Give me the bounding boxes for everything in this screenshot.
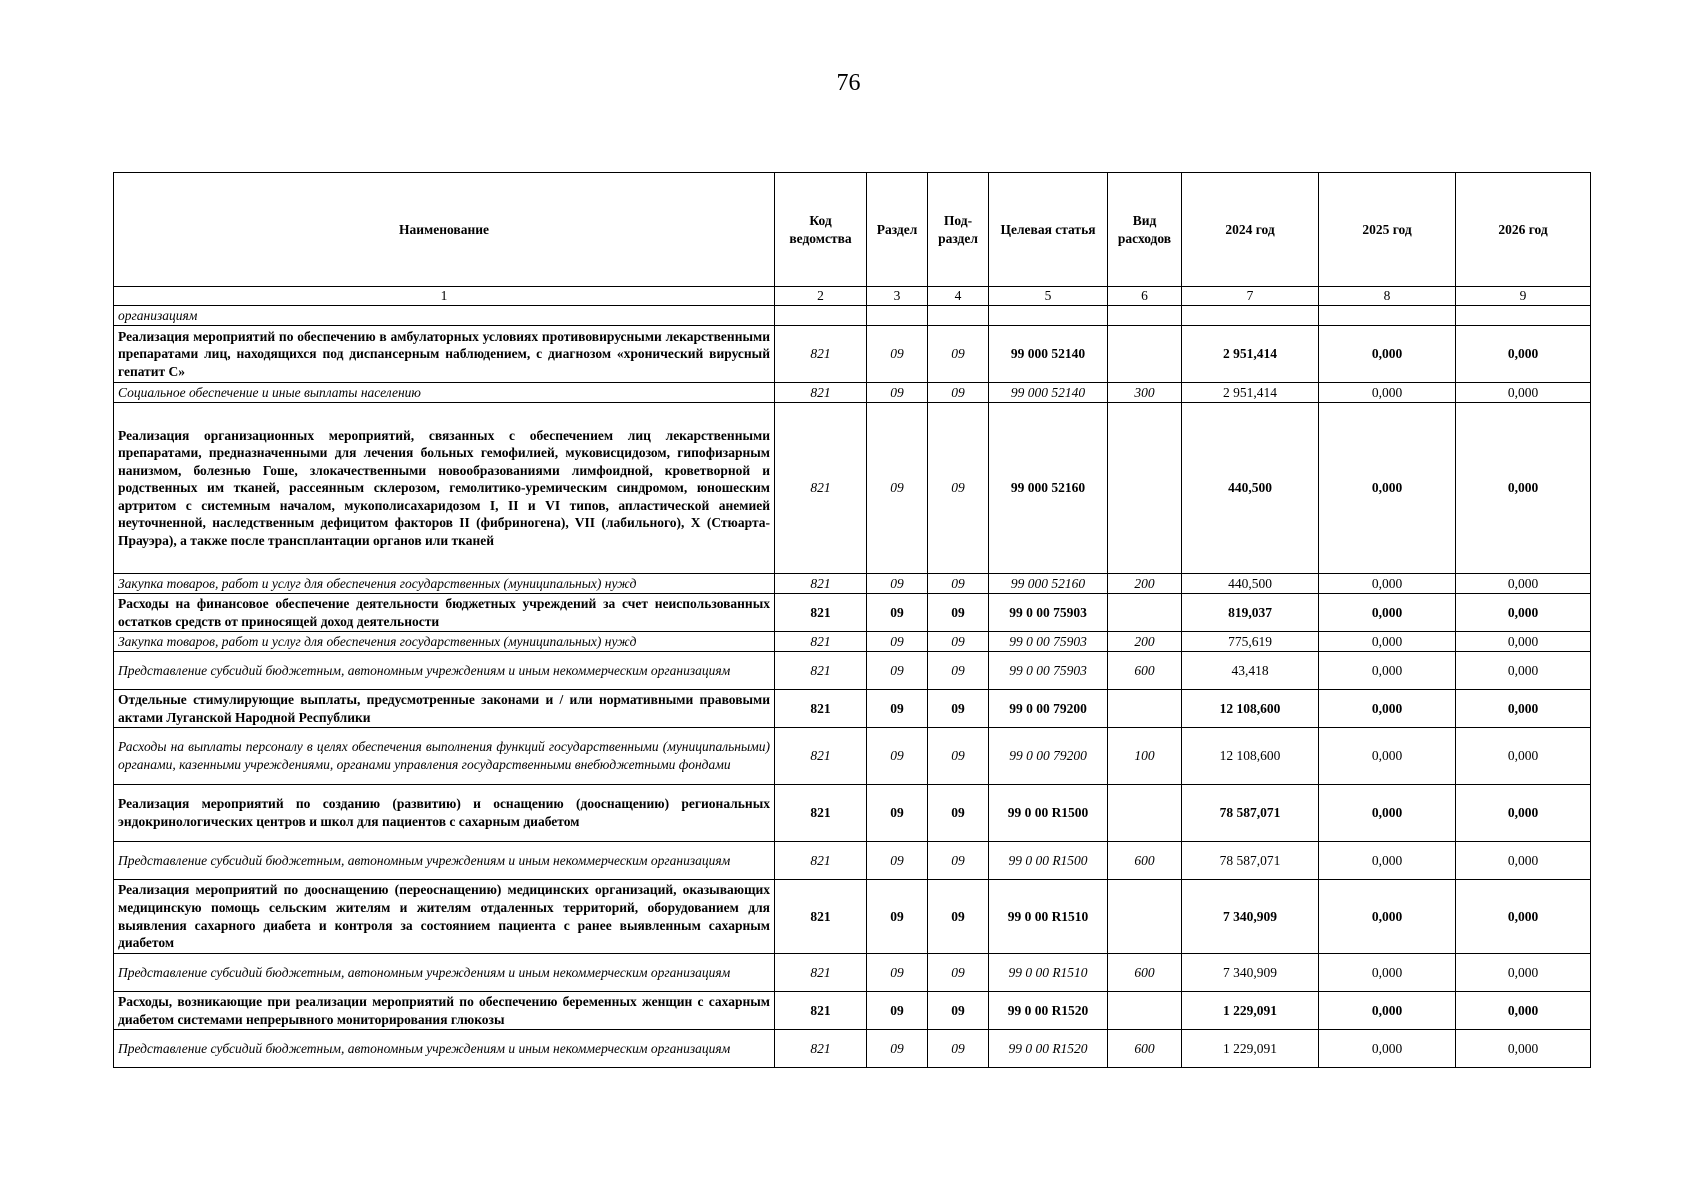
row-2026: 0,000 — [1456, 594, 1591, 632]
row-vid: 600 — [1108, 954, 1182, 992]
row-vid: 600 — [1108, 1030, 1182, 1068]
row-2025: 0,000 — [1319, 403, 1456, 574]
row-razdel: 09 — [867, 403, 928, 574]
row-razdel: 09 — [867, 992, 928, 1030]
row-name: Представление субсидий бюджетным, автономным учреждениям и иным некоммерческим организациям — [114, 652, 775, 690]
row-2026: 0,000 — [1456, 842, 1591, 880]
row-2024: 819,037 — [1182, 594, 1319, 632]
row-ved: 821 — [775, 1030, 867, 1068]
row-2024: 1 229,091 — [1182, 992, 1319, 1030]
row-name: Закупка товаров, работ и услуг для обеспечения государственных (муниципальных) нужд — [114, 574, 775, 594]
header-2024: 2024 год — [1182, 173, 1319, 287]
row-target: 99 0 00 75903 — [989, 594, 1108, 632]
column-number: 8 — [1319, 287, 1456, 306]
row-target — [989, 306, 1108, 326]
row-name: Представление субсидий бюджетным, автономным учреждениям и иным некоммерческим организациям — [114, 842, 775, 880]
row-2026: 0,000 — [1456, 992, 1591, 1030]
row-ved: 821 — [775, 880, 867, 954]
row-ved: 821 — [775, 632, 867, 652]
row-podrazdel: 09 — [928, 326, 989, 383]
row-name: Расходы, возникающие при реализации мероприятий по обеспечению беременных женщин с сахарным диабетом системами непрерывного мониторирования глюкозы — [114, 992, 775, 1030]
row-2026: 0,000 — [1456, 880, 1591, 954]
table-row — [114, 574, 1591, 594]
row-vid — [1108, 594, 1182, 632]
row-target: 99 0 00 R1500 — [989, 842, 1108, 880]
row-vid: 200 — [1108, 632, 1182, 652]
row-razdel: 09 — [867, 728, 928, 785]
row-name: Представление субсидий бюджетным, автономным учреждениям и иным некоммерческим организациям — [114, 954, 775, 992]
column-number: 2 — [775, 287, 867, 306]
row-name: организациям — [114, 306, 775, 326]
row-ved: 821 — [775, 842, 867, 880]
row-name: Реализация мероприятий по дооснащению (переоснащению) медицинских организаций, оказывающих медицинскую помощь сельским жителям и жителям отдаленных территорий, оборудованием для выявления сахарного диабета и контроля за состоянием пациента с ранее выявленным сахарным диабетом — [114, 880, 775, 954]
row-vid: 600 — [1108, 842, 1182, 880]
row-razdel: 09 — [867, 690, 928, 728]
row-2025: 0,000 — [1319, 383, 1456, 403]
row-2026: 0,000 — [1456, 403, 1591, 574]
row-2024: 440,500 — [1182, 403, 1319, 574]
row-2025: 0,000 — [1319, 574, 1456, 594]
column-number: 3 — [867, 287, 928, 306]
row-ved: 821 — [775, 728, 867, 785]
row-2024: 7 340,909 — [1182, 954, 1319, 992]
row-razdel — [867, 306, 928, 326]
table-row — [114, 326, 1591, 383]
header-2025: 2025 год — [1319, 173, 1456, 287]
row-2024: 78 587,071 — [1182, 842, 1319, 880]
row-2026: 0,000 — [1456, 785, 1591, 842]
row-name: Реализация мероприятий по созданию (развитию) и оснащению (дооснащению) региональных эндокринологических центров и школ для пациентов с сахарным диабетом — [114, 785, 775, 842]
row-2025: 0,000 — [1319, 954, 1456, 992]
row-podrazdel: 09 — [928, 1030, 989, 1068]
row-2024: 12 108,600 — [1182, 690, 1319, 728]
row-podrazdel: 09 — [928, 785, 989, 842]
column-number: 4 — [928, 287, 989, 306]
row-name: Закупка товаров, работ и услуг для обеспечения государственных (муниципальных) нужд — [114, 632, 775, 652]
row-2026: 0,000 — [1456, 690, 1591, 728]
table-row — [114, 785, 1591, 842]
row-2025: 0,000 — [1319, 728, 1456, 785]
row-ved: 821 — [775, 652, 867, 690]
row-vid: 600 — [1108, 652, 1182, 690]
row-razdel: 09 — [867, 326, 928, 383]
budget-table — [113, 172, 1591, 1068]
row-vid — [1108, 403, 1182, 574]
row-ved: 821 — [775, 326, 867, 383]
row-target: 99 0 00 R1520 — [989, 992, 1108, 1030]
row-podrazdel: 09 — [928, 728, 989, 785]
row-target: 99 0 00 75903 — [989, 652, 1108, 690]
row-2024: 1 229,091 — [1182, 1030, 1319, 1068]
row-2026: 0,000 — [1456, 652, 1591, 690]
header-podrazdel: Под-раздел — [928, 173, 989, 287]
row-2025: 0,000 — [1319, 326, 1456, 383]
column-number: 9 — [1456, 287, 1591, 306]
table-row — [114, 403, 1591, 574]
table-row — [114, 1030, 1591, 1068]
row-2025 — [1319, 306, 1456, 326]
row-vid — [1108, 306, 1182, 326]
header-2026: 2026 год — [1456, 173, 1591, 287]
table-row — [114, 652, 1591, 690]
table-row — [114, 880, 1591, 954]
row-2024: 2 951,414 — [1182, 326, 1319, 383]
row-podrazdel: 09 — [928, 992, 989, 1030]
table-row — [114, 954, 1591, 992]
row-razdel: 09 — [867, 1030, 928, 1068]
row-vid: 100 — [1108, 728, 1182, 785]
row-ved — [775, 306, 867, 326]
row-razdel: 09 — [867, 383, 928, 403]
row-2024 — [1182, 306, 1319, 326]
row-2025: 0,000 — [1319, 880, 1456, 954]
row-2024: 12 108,600 — [1182, 728, 1319, 785]
table-row — [114, 690, 1591, 728]
row-target: 99 000 52140 — [989, 383, 1108, 403]
row-2025: 0,000 — [1319, 594, 1456, 632]
row-ved: 821 — [775, 383, 867, 403]
header-row — [114, 173, 1591, 287]
row-podrazdel: 09 — [928, 842, 989, 880]
row-2026: 0,000 — [1456, 1030, 1591, 1068]
row-target: 99 0 00 R1520 — [989, 1030, 1108, 1068]
row-ved: 821 — [775, 403, 867, 574]
row-ved: 821 — [775, 785, 867, 842]
row-razdel: 09 — [867, 785, 928, 842]
row-2025: 0,000 — [1319, 652, 1456, 690]
row-razdel: 09 — [867, 594, 928, 632]
row-razdel: 09 — [867, 574, 928, 594]
row-2025: 0,000 — [1319, 992, 1456, 1030]
row-2025: 0,000 — [1319, 842, 1456, 880]
table-row — [114, 992, 1591, 1030]
row-target: 99 000 52160 — [989, 574, 1108, 594]
row-podrazdel: 09 — [928, 632, 989, 652]
row-vid: 300 — [1108, 383, 1182, 403]
row-name: Расходы на выплаты персоналу в целях обеспечения выполнения функций государственными (муниципальными) органами, казенными учреждениями, органами управления государственными внебюджетными фондами — [114, 728, 775, 785]
table-row — [114, 632, 1591, 652]
row-2025: 0,000 — [1319, 632, 1456, 652]
row-2024: 775,619 — [1182, 632, 1319, 652]
row-razdel: 09 — [867, 632, 928, 652]
header-name: Наименование — [114, 173, 775, 287]
row-name: Представление субсидий бюджетным, автономным учреждениям и иным некоммерческим организациям — [114, 1030, 775, 1068]
row-podrazdel: 09 — [928, 574, 989, 594]
row-2025: 0,000 — [1319, 1030, 1456, 1068]
row-ved: 821 — [775, 954, 867, 992]
row-2026: 0,000 — [1456, 574, 1591, 594]
row-name: Расходы на финансовое обеспечение деятельности бюджетных учреждений за счет неиспользованных остатков средств от приносящей доход деятельности — [114, 594, 775, 632]
row-vid — [1108, 690, 1182, 728]
page-number: 76 — [836, 70, 861, 96]
row-vid — [1108, 326, 1182, 383]
row-razdel: 09 — [867, 954, 928, 992]
row-2025: 0,000 — [1319, 785, 1456, 842]
row-razdel: 09 — [867, 652, 928, 690]
row-ved: 821 — [775, 594, 867, 632]
row-target: 99 0 00 79200 — [989, 728, 1108, 785]
row-ved: 821 — [775, 574, 867, 594]
row-target: 99 000 52160 — [989, 403, 1108, 574]
row-vid — [1108, 785, 1182, 842]
row-2026: 0,000 — [1456, 326, 1591, 383]
row-2026: 0,000 — [1456, 383, 1591, 403]
row-target: 99 0 00 R1500 — [989, 785, 1108, 842]
column-number-row — [114, 287, 1591, 306]
header-ved: Код ведомства — [775, 173, 867, 287]
row-name: Реализация организационных мероприятий, связанных с обеспечением лиц лекарственными препаратами, предназначенными для лечения больных гемофилией, муковисцидозом, гипофизарным нанизмом, болезнью Гоше, злокачественными новообразованиями лимфоидной, кроветворной и родственных им тканей, рассеянным склерозом, гемолитико-уремическим синдромом, юношеским артритом с системным началом, мукополисахаридозом I, II и VI типов, апластической анемией неуточненной, наследственным дефицитом факторов II (фибриногена), VII (лабильного), X (Стюарта-Прауэра), а также после трансплантации органов или тканей — [114, 403, 775, 574]
header-razdel: Раздел — [867, 173, 928, 287]
row-vid — [1108, 992, 1182, 1030]
row-2026: 0,000 — [1456, 728, 1591, 785]
table-row — [114, 728, 1591, 785]
row-2026: 0,000 — [1456, 632, 1591, 652]
table-row — [114, 306, 1591, 326]
row-podrazdel: 09 — [928, 403, 989, 574]
row-2025: 0,000 — [1319, 690, 1456, 728]
row-podrazdel — [928, 306, 989, 326]
row-name: Отдельные стимулирующие выплаты, предусмотренные законами и / или нормативными правовыми актами Луганской Народной Республики — [114, 690, 775, 728]
table-row — [114, 594, 1591, 632]
row-podrazdel: 09 — [928, 652, 989, 690]
row-2024: 2 951,414 — [1182, 383, 1319, 403]
row-2024: 43,418 — [1182, 652, 1319, 690]
row-ved: 821 — [775, 690, 867, 728]
column-number: 7 — [1182, 287, 1319, 306]
table-row — [114, 842, 1591, 880]
row-2024: 7 340,909 — [1182, 880, 1319, 954]
column-number: 1 — [114, 287, 775, 306]
row-vid — [1108, 880, 1182, 954]
row-razdel: 09 — [867, 880, 928, 954]
column-number: 6 — [1108, 287, 1182, 306]
table-row — [114, 383, 1591, 403]
row-vid: 200 — [1108, 574, 1182, 594]
header-vid: Вид расходов — [1108, 173, 1182, 287]
row-target: 99 0 00 75903 — [989, 632, 1108, 652]
row-podrazdel: 09 — [928, 383, 989, 403]
row-ved: 821 — [775, 992, 867, 1030]
row-target: 99 0 00 R1510 — [989, 880, 1108, 954]
row-target: 99 0 00 R1510 — [989, 954, 1108, 992]
row-podrazdel: 09 — [928, 954, 989, 992]
row-2026 — [1456, 306, 1591, 326]
row-2026: 0,000 — [1456, 954, 1591, 992]
row-target: 99 000 52140 — [989, 326, 1108, 383]
column-number: 5 — [989, 287, 1108, 306]
row-target: 99 0 00 79200 — [989, 690, 1108, 728]
row-podrazdel: 09 — [928, 690, 989, 728]
row-2024: 78 587,071 — [1182, 785, 1319, 842]
row-name: Социальное обеспечение и иные выплаты населению — [114, 383, 775, 403]
header-target: Целевая статья — [989, 173, 1108, 287]
row-podrazdel: 09 — [928, 880, 989, 954]
row-razdel: 09 — [867, 842, 928, 880]
row-name: Реализация мероприятий по обеспечению в амбулаторных условиях противовирусными лекарственными препаратами лиц, находящихся под диспансерным наблюдением, с диагнозом «хронический вирусный гепатит С» — [114, 326, 775, 383]
row-2024: 440,500 — [1182, 574, 1319, 594]
row-podrazdel: 09 — [928, 594, 989, 632]
